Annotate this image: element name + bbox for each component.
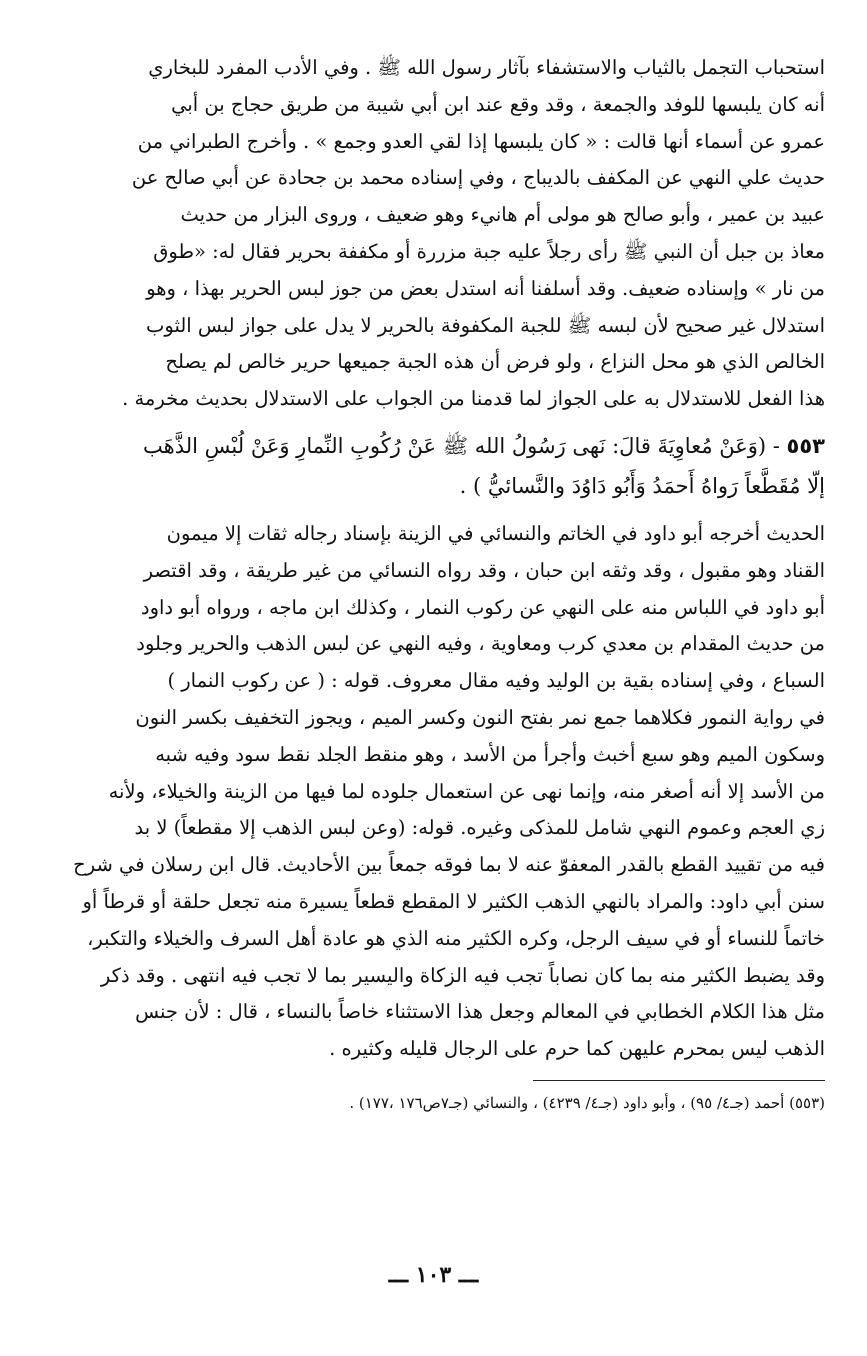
- text-line: هذا الفعل للاستدلال به على الجواز لما قدمنا من الجواب على الاستدلال بحديث مخرمة .: [122, 387, 825, 411]
- text-line: زي العجم وعموم النهي شامل للمذكى وغيره. قوله: (وعن لبس الذهب إلا مقطعاً) لا بد: [134, 816, 825, 840]
- text-line: القناد وهو مقبول ، وقد وثقه ابن حبان ، وقد رواه النسائي من غير طريقة ، وقد اقتصر: [143, 558, 825, 582]
- footnote: (٥٥٣) أحمد (جـ٤/ ٩٥) ، وأبو داود (جـ٤/ ٤٢٣٩) ، والنسائي (جـ٧ص١٧٦ ،١٧٧) .: [349, 1093, 825, 1112]
- hadith-line-2: إلّا مُقَطَّعاً رَواهُ أَحمَدُ وَأَبُو دَاوُدَ والنَّسائيُّ ) .: [459, 473, 825, 498]
- text-line: من حديث المقدام بن معدي كرب ومعاوية ، وفيه النهي عن لبس الذهب والحرير وجلود: [136, 632, 825, 656]
- footnote-divider: [533, 1080, 825, 1081]
- text-line: سنن أبي داود: والمراد بالنهي الذهب الكثير لا المقطع قطعاً يسيرة منه تجعل حلقة أو قرطاً أو: [82, 889, 825, 913]
- text-line: الحديث أخرجه أبو داود في الخاتم والنسائي في الزينة بإسناد رجاله ثقات إلا ميمون: [166, 521, 825, 545]
- commentary-paragraph-2: [42, 516, 825, 1068]
- text-line: حديث علي النهي عن المكفف بالديباج ، وفي إسناده محمد بن جحادة عن أبي صالح عن: [131, 166, 825, 190]
- hadith-line-1: [42, 426, 825, 466]
- hadith-text: [42, 426, 825, 506]
- text-line: عبيد بن عمير ، وأبو صالح هو مولى أم هانيء وهو ضعيف ، وروى البزار من حديث: [180, 203, 825, 227]
- text-line: استحباب التجمل بالثياب والاستشفاء بآثار رسول الله ﷺ . وفي الأدب المفرد للبخاري: [148, 56, 825, 79]
- text-line: الخالص الذي هو محل النزاع ، ولو فرض أن هذه الجبة جميعها حرير خالص لم يصلح: [165, 350, 825, 374]
- page-number: ـــ ١٠٣ ـــ: [388, 1262, 479, 1288]
- text-line: عمرو عن أسماء أنها قالت : « كان يلبسها إذا لقي العدو وجمع » . وأخرج الطبراني من: [137, 129, 825, 153]
- text-line: أنه كان يلبسها للوفد والجمعة ، وقد وقع عند ابن أبي شيبة من طريق حجاج بن أبي: [171, 92, 825, 116]
- text-line: وقد يضبط الكثير منه بما كان نصاباً تجب فيه الزكاة واليسير بما لا تجب فيه انتهى . وقد ذكر: [100, 963, 825, 987]
- hadith-line-1-text: - (وَعَنْ مُعاوِيَةَ قالَ: نَهى رَسُولُ الله ﷺ عَنْ رُكُوبِ النِّمارِ وَعَنْ لُبْسِ الذَّهَب: [143, 433, 787, 458]
- text-line: من نار » وإسناده ضعيف. وقد أسلفنا أنه استدل بعض من جوز لبس الحرير بهذا ، وهو: [146, 276, 825, 300]
- text-line: خاتماً للنساء أو في سيف الرجل، وكره الكثير منه الذي هو عادة أهل السرف والخيلاء والتكبر،: [87, 926, 825, 950]
- text-line: من الأسد إلا أنه أصغر منه، وإنما نهى عن استعمال جلوده لما فيها من الزينة والخيلاء، ولأنه: [108, 779, 825, 803]
- text-line: في رواية النمور فكلاهما جمع نمر بفتح النون وكسر الميم ، ويجوز التخفيف بكسر النون: [135, 705, 825, 729]
- text-line: السباع ، وفي إسناده بقية بن الوليد وفيه مقال معروف. قوله : ( عن ركوب النمار ): [167, 669, 825, 693]
- text-line: معاذ بن جبل أن النبي ﷺ رأى رجلاً عليه جبة مزررة أو مكففة بحرير فقال له: «طوق: [153, 239, 825, 263]
- text-line: أبو داود في اللباس منه على النهي عن ركوب النمار ، وكذلك ابن ماجه ، ورواه أبو داود: [140, 595, 825, 619]
- text-line: الذهب ليس بمحرم عليهن كما حرم على الرجال قليله وكثيره .: [329, 1037, 825, 1061]
- text-line: مثل هذا الكلام الخطابي في المعالم وجعل هذا الاستثناء خاصاً بالنساء ، قال : لأن جنس: [135, 1000, 825, 1024]
- commentary-paragraph-1: [42, 50, 825, 418]
- text-line: فيه من تقييد القطع بالقدر المعفوّ عنه لا بما فوقه جمعاً بين الأحاديث. قال ابن رسلان في شرح: [73, 853, 825, 877]
- text-line: استدلال غير صحيح لأن لبسه ﷺ للجبة المكفوفة بالحرير لا يدل على جواز لبس الثوب: [146, 313, 825, 337]
- text-line: وسكون الميم وهو سبع أخبث وأجرأ من الأسد ، وهو منقط الجلد نقط سود وفيه شبه: [155, 742, 825, 766]
- hadith-number: ٥٥٣: [786, 433, 825, 458]
